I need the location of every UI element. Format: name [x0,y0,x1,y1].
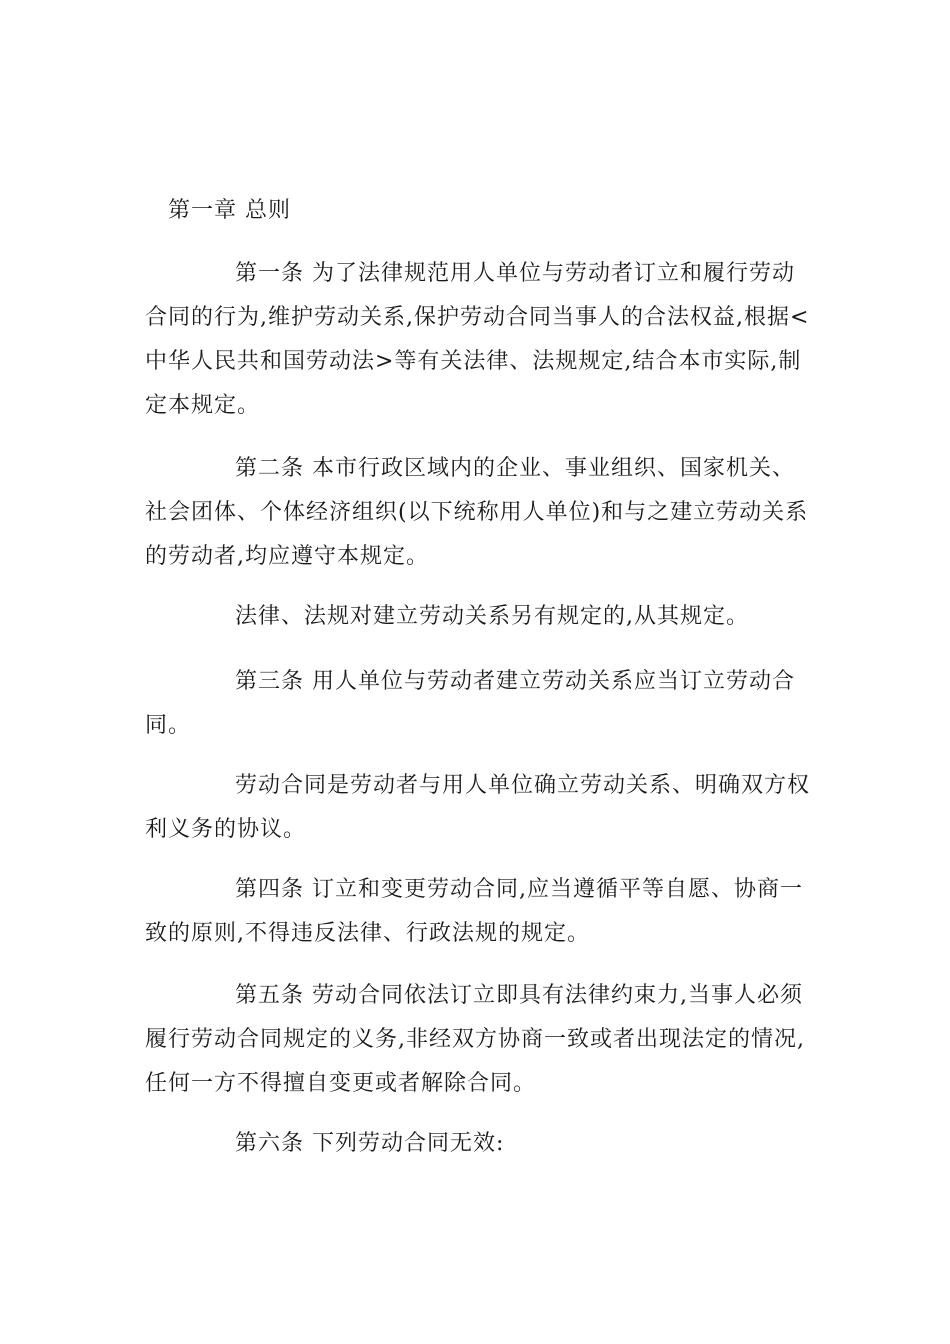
article-1-paragraph: 第一条 为了法律规范用人单位与劳动者订立和履行劳动合同的行为,维护劳动关系,保护劳动合同当事人的合法权益,根据<中华人民共和国劳动法>等有关法律、法规规定,结合本市实际,制定本规定。 [145,261,810,418]
article-4-paragraph: 第四条 订立和变更劳动合同,应当遵循平等自愿、协商一致的原则,不得违反法律、行政法规的规定。 [145,877,803,946]
article-3-definition-paragraph: 劳动合同是劳动者与用人单位确立劳动关系、明确双方权利义务的协议。 [145,773,811,842]
article-3-paragraph: 第三条 用人单位与劳动者建立劳动关系应当订立劳动合同。 [145,669,795,738]
article-5-paragraph: 第五条 劳动合同依法订立即具有法律约束力,当事人必须履行劳动合同规定的义务,非经双方协商一致或者出现法定的情况,任何一方不得擅自变更或者解除合同。 [145,983,805,1096]
article-6-paragraph: 第六条 下列劳动合同无效: [235,1131,505,1156]
article-2-paragraph: 第二条 本市行政区域内的企业、事业组织、国家机关、社会团体、个体经济组织(以下统称用人单位)和与之建立劳动关系的劳动者,均应遵守本规定。 [145,456,809,569]
chapter-heading: 第一章 总则 [168,198,291,223]
article-2-exception-paragraph: 法律、法规对建立劳动关系另有规定的,从其规定。 [235,604,749,629]
